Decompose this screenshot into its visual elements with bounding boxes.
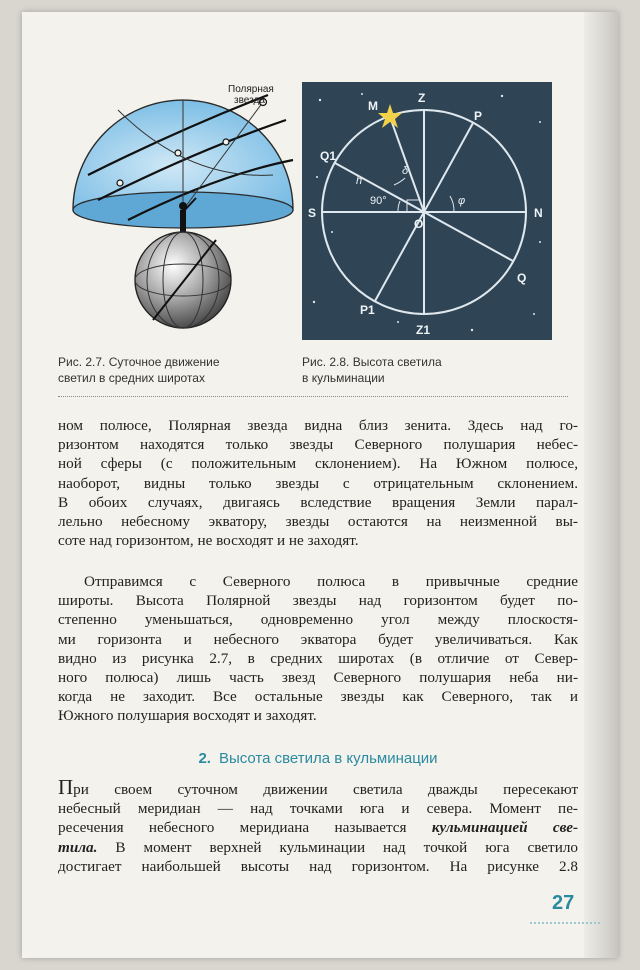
label-M: M xyxy=(368,99,378,113)
polar-star-label-line2: звезда xyxy=(234,95,265,106)
label-N: N xyxy=(534,206,543,220)
label-P: P xyxy=(474,109,483,123)
drop-cap: П xyxy=(58,775,74,799)
section-heading xyxy=(58,750,578,767)
paragraph-2: Отправимся с Северного полюса в привычные средние широты. Высота Полярной звезды над горизонтом будет по- степенно уменьшаться, одновременно угол между плоскостя- ми горизонта и небесного экватора будет увеличиваться. Как видно из рисунка 2.7, в средних широтах (в отличие от Север- ного полюса) лишь часть звезд Северного полушария неба ни- когда не заходит. Все остальные звезды как Северного, так и Южного полушария восходят и заходят. xyxy=(58,573,578,725)
label-Q: Q xyxy=(517,271,527,285)
page-gutter xyxy=(584,12,618,958)
figure-2-7-celestial-sphere xyxy=(58,80,308,350)
label-h: h xyxy=(356,175,363,187)
figure-2-8-caption: Рис. 2.8. Высота светила в кульминации xyxy=(302,355,442,385)
page-number: 27 xyxy=(552,892,575,914)
label-90-degrees: 90° xyxy=(370,195,387,207)
term-culmination: кульминацией све- xyxy=(431,819,578,837)
paragraph-3: При своем суточном движении светила дважды пересекают небесный меридиан — над точками юга и севера. Момент пе- ресечения небесного меридиана называется кульминацией све- тила. В момент верхней кульминации над точкой юга светило достигает наибольшей высоты над горизонтом. На рисунке 2.8 xyxy=(58,775,578,875)
book-page xyxy=(22,12,618,958)
earth-globe xyxy=(135,232,231,328)
label-Z1: Z1 xyxy=(416,323,431,337)
figure-2-8-culmination-diagram xyxy=(302,82,552,340)
paragraph-1: ном полюсе, Полярная звезда видна близ зенита. Здесь над го- ризонтом находятся только звезды Северного полушария небес- ной сферы (с положительным склонением). На Южном полюсе, наоборот, видны только звезды с отрицательным склонением. В обоих случаях, двигаясь вследствие вращения Земли парал- лельно небесному экватору, звезды остаются на неизменной вы- соте над горизонтом, не восходят и не заходят. xyxy=(58,417,578,550)
polar-star-label-line1: Полярная xyxy=(228,84,274,95)
label-Q1: Q1 xyxy=(320,149,337,163)
section-number: 2. xyxy=(198,750,211,767)
label-delta: δ xyxy=(402,165,409,177)
label-Z: Z xyxy=(418,91,426,105)
figure-2-7-caption: Рис. 2.7. Суточное движение светил в средних широтах xyxy=(58,355,220,385)
dotted-separator xyxy=(58,396,568,397)
page-number-dots xyxy=(530,922,600,924)
section-title: Высота светила в кульминации xyxy=(218,750,438,767)
label-P1: P1 xyxy=(360,303,375,317)
label-phi: φ xyxy=(458,195,466,207)
label-S: S xyxy=(308,206,317,220)
label-O: O xyxy=(414,217,424,231)
